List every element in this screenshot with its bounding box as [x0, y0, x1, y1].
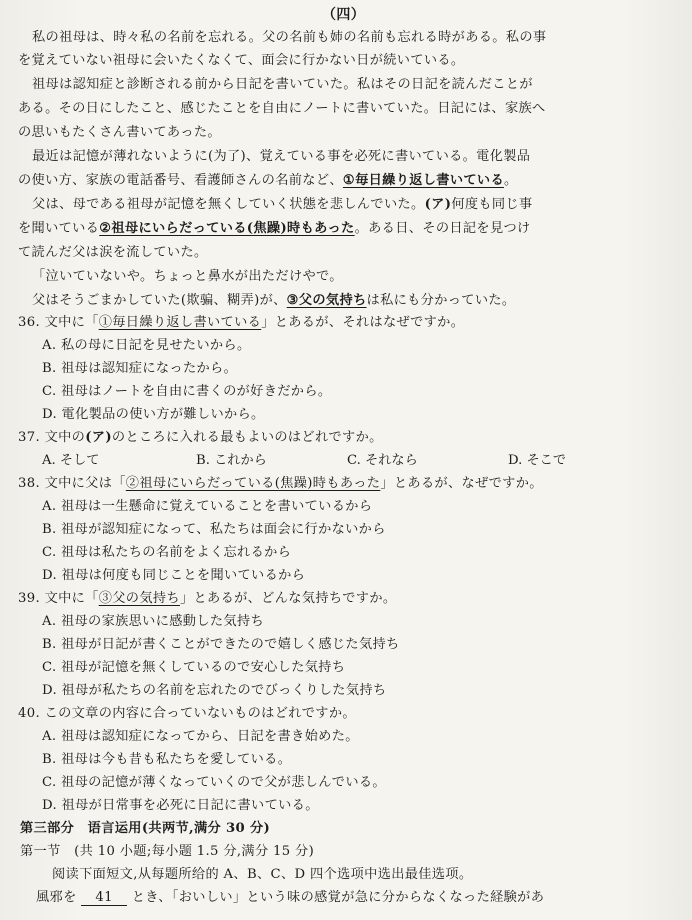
underlined-phrase-2: ②祖母にいらだっている(焦躁)時もあった	[99, 221, 355, 236]
passage-line	[18, 220, 531, 238]
option-c[interactable]: C. 祖母は私たちの名前をよく忘れるから	[42, 545, 292, 560]
passage-line: 私の祖母は、時々私の名前を忘れる。父の名前も姉の名前も忘れる時がある。私の事	[32, 30, 547, 45]
passage-text: 父は、母である祖母が記憶を無くしていく状態を悲しんでいた。	[32, 197, 425, 212]
section-heading: 第一节 (共 10 小题;每小题 1.5 分,满分 15 分)	[20, 844, 315, 859]
passage-text: は私にも分かっていた。	[366, 293, 516, 308]
option-a[interactable]: A. 祖母の家族思いに感動した気持ち	[42, 614, 265, 629]
passage-text: の使い方、家族の電話番号、看護師さんの名前など、	[18, 173, 343, 188]
passage-text: を聞いている	[18, 221, 100, 236]
passage-line: ある。その日にしたこと、感じたことを自由にノートに書いていた。日記には、家族へ	[18, 101, 546, 116]
passage-line: 最近は記憶が薄れないように(为了)、覚えている事を必死に書いている。電化製品	[32, 149, 531, 164]
cloze-text: とき、「おいしい」という味の感覚が急に分からなくなった経験があ	[131, 890, 545, 905]
stem-marker: (ア)	[85, 430, 112, 445]
cloze-line	[36, 889, 544, 907]
stem-text: 」とあるが、それはなぜですか。	[261, 315, 465, 330]
passage-line: 祖母は認知症と診断される前から日記を書いていた。私はその日記を読んだことが	[32, 77, 533, 92]
passage-text: 。	[504, 173, 518, 188]
option-d[interactable]: D. 祖母が私たちの名前を忘れたのでびっくりした気持ち	[42, 683, 387, 698]
option-d[interactable]: D. そこで	[508, 453, 567, 468]
stem-text: 36. 文中に「	[18, 315, 99, 330]
passage-text: 父はそうごまかしていた(欺骗、糊弄)が、	[32, 293, 287, 308]
stem-quote: ②祖母にいらだっている(焦躁)時もあった	[125, 476, 381, 491]
option-a[interactable]: A. 祖母は一生懸命に覚えていることを書いているから	[42, 499, 373, 514]
part-heading: 第三部分 语言运用(共两节,满分 30 分)	[20, 821, 271, 836]
instruction-text: 阅读下面短文,从每题所给的 A、B、C、D 四个选项中选出最佳选项。	[52, 867, 473, 882]
stem-quote: ①毎日繰り返し書いている	[98, 315, 262, 330]
question-stem	[18, 590, 396, 608]
option-a[interactable]: A. 私の母に日記を見せたいから。	[42, 338, 251, 353]
underlined-phrase-1: ①毎日繰り返し書いている	[342, 173, 504, 188]
stem-text: 37. 文中の	[18, 430, 86, 445]
section-title: （四）	[322, 7, 366, 23]
option-b[interactable]: B. 祖母が認知症になって、私たちは面会に行かないから	[42, 522, 386, 537]
stem-text: 」とあるが、どんな気持ちですか。	[179, 591, 397, 606]
option-b[interactable]: B. 祖母は今も昔も私たちを愛している。	[42, 752, 292, 767]
question-stem	[18, 429, 383, 447]
option-b[interactable]: B. これから	[196, 453, 267, 468]
passage-line: を覚えていない祖母に会いたくなくて、面会に行かない日が続いている。	[18, 53, 465, 68]
stem-text: 」とあるが、なぜですか。	[380, 476, 543, 491]
option-c[interactable]: C. それなら	[347, 453, 418, 468]
option-d[interactable]: D. 祖母が日常事を必死に日記に書いている。	[42, 798, 319, 813]
cloze-blank-41[interactable]: 41	[81, 890, 127, 906]
underlined-phrase-3: ③父の気持ち	[286, 293, 367, 308]
option-a[interactable]: A. そして	[42, 453, 100, 468]
option-c[interactable]: C. 祖母はノートを自由に書くのが好きだから。	[42, 384, 332, 399]
blank-a-marker: (ア)	[424, 197, 452, 212]
option-a[interactable]: A. 祖母は認知症になってから、日記を書き始めた。	[42, 729, 359, 744]
stem-quote: ③父の気持ち	[98, 591, 180, 606]
option-d[interactable]: D. 電化製品の使い方が難しいから。	[42, 407, 265, 422]
question-stem	[18, 314, 464, 332]
question-stem	[18, 475, 543, 493]
option-c[interactable]: C. 祖母の記憶が薄くなっていくので父が悲しんでいる。	[42, 775, 386, 790]
stem-text: 38. 文中に父は「	[18, 476, 126, 491]
passage-text: 何度も同じ事	[451, 197, 533, 212]
passage-line: の思いもたくさん書いてあった。	[18, 125, 221, 140]
passage-line: て読んだ父は涙を流していた。	[18, 245, 208, 260]
passage-line	[18, 172, 518, 190]
option-b[interactable]: B. 祖母が日記が書くことができたので嬉しく感じた気持ち	[42, 637, 400, 652]
passage-line	[32, 196, 533, 214]
passage-text: 。ある日、その日記を見つけ	[354, 221, 531, 236]
option-b[interactable]: B. 祖母は認知症になったから。	[42, 361, 238, 376]
stem-text: のところに入れる最もよいのはどれですか。	[111, 430, 383, 445]
stem-text: 39. 文中に「	[18, 591, 99, 606]
passage-line	[32, 292, 515, 310]
passage-line: 「泣いていないや。ちょっと鼻水が出ただけやで。	[32, 269, 343, 284]
question-stem: 40. この文章の内容に合っていないものはどれですか。	[18, 706, 356, 721]
option-d[interactable]: D. 祖母は何度も同じことを聞いているから	[42, 568, 306, 583]
cloze-text: 風邪を	[36, 890, 77, 905]
option-c[interactable]: C. 祖母が記憶を無くしているので安心した気持ち	[42, 660, 346, 675]
